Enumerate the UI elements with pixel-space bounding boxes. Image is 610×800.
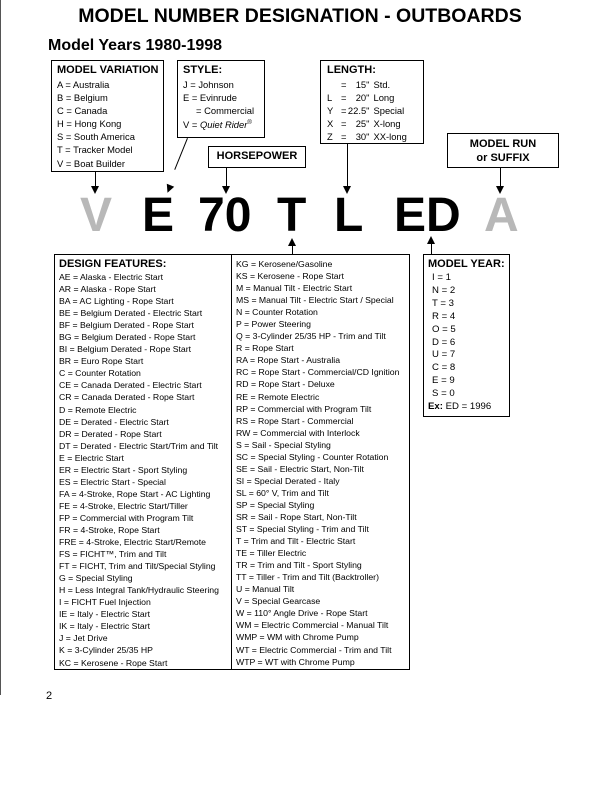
length-name: Special xyxy=(373,105,405,117)
model-year-item: C = 8 xyxy=(432,362,456,374)
length-size: 15" xyxy=(355,79,370,90)
feature-item: KS = Kerosene - Rope Start xyxy=(236,271,344,282)
feature-item: J = Jet Drive xyxy=(59,633,108,644)
feature-item: FT = FICHT, Trim and Tilt/Special Styling xyxy=(59,561,216,572)
model-year-heading: MODEL YEAR: xyxy=(428,258,505,270)
style-item: J = Johnson xyxy=(183,79,234,90)
length-heading: LENGTH: xyxy=(327,64,376,76)
feature-item: W = 110° Angle Drive - Rope Start xyxy=(236,608,368,619)
model-run-heading-line2: or SUFFIX xyxy=(476,152,530,164)
feature-item: RP = Commercial with Program Tilt xyxy=(236,403,372,414)
code-variation-letter: V xyxy=(80,189,113,242)
design-features-box-right xyxy=(231,254,410,670)
model-year-item: D = 6 xyxy=(432,336,456,348)
model-year-item: I = 1 xyxy=(432,272,451,283)
feature-item: BR = Euro Rope Start xyxy=(59,356,144,367)
style-item-quiet-rider xyxy=(183,117,259,131)
model-year-item: N = 2 xyxy=(432,284,456,296)
model-run-box xyxy=(447,133,559,168)
length-name: Std. xyxy=(373,79,391,90)
length-size: 30" xyxy=(355,131,370,143)
feature-item: R = Rope Start xyxy=(236,343,294,354)
model-year-list xyxy=(428,272,505,401)
feature-item: WMP = WM with Chrome Pump xyxy=(236,632,359,643)
feature-item: P = Power Steering xyxy=(236,319,311,330)
feature-item: CE = Canada Derated - Electric Start xyxy=(59,380,202,391)
model-variation-item: T = Tracker Model xyxy=(57,144,133,156)
feature-item: SC = Special Styling - Counter Rotation xyxy=(236,451,389,462)
model-run-heading-line1: MODEL RUN xyxy=(469,138,537,150)
code-run-letter: A xyxy=(484,189,519,242)
horsepower-box xyxy=(208,146,306,168)
style-box xyxy=(177,60,265,138)
feature-item: TT = Tiller - Trim and Tilt (Backtroller) xyxy=(236,572,379,583)
model-year-example-text: ED = 1996 xyxy=(442,401,492,413)
feature-item: DE = Derated - Electric Start xyxy=(59,416,169,427)
length-name: X-long xyxy=(373,118,401,130)
style-item: = Commercial xyxy=(196,105,255,117)
feature-item: RC = Rope Start - Commercial/CD Ignition xyxy=(236,367,400,378)
length-row xyxy=(327,104,417,117)
feature-item: KC = Kerosene - Rope Start xyxy=(59,657,168,668)
feature-item: U = Manual Tilt xyxy=(236,584,295,595)
length-row xyxy=(327,117,417,130)
feature-item: G = Special Styling xyxy=(59,573,133,584)
feature-item: WTP = WT with Chrome Pump xyxy=(236,656,355,667)
design-features-list-left xyxy=(59,271,227,669)
model-year-item: R = 4 xyxy=(432,310,456,322)
length-row xyxy=(327,78,417,91)
feature-item: RS = Rope Start - Commercial xyxy=(236,415,354,426)
length-size: 22.5" xyxy=(347,105,370,117)
length-eq: = xyxy=(341,92,347,104)
feature-item: D = Remote Electric xyxy=(59,404,137,415)
length-code: L xyxy=(327,92,333,104)
model-variation-heading: MODEL VARIATION xyxy=(57,64,159,76)
length-row xyxy=(327,130,417,143)
feature-item: WM = Electric Commercial - Manual Tilt xyxy=(236,620,389,631)
model-variation-item: B = Belgium xyxy=(57,92,108,104)
model-variation-item: H = Hong Kong xyxy=(57,118,122,130)
length-eq: = xyxy=(341,131,347,143)
feature-item: TR = Trim and Tilt - Sport Styling xyxy=(236,560,362,571)
length-eq: = xyxy=(341,105,347,117)
feature-item: T = Trim and Tilt - Electric Start xyxy=(236,536,356,547)
feature-item: FR = 4-Stroke, Rope Start xyxy=(59,524,160,535)
code-style-letter: E xyxy=(142,189,175,242)
connector-line xyxy=(226,168,227,186)
style-quiet-prefix: V = xyxy=(183,119,200,131)
feature-item: CR = Canada Derated - Rope Start xyxy=(59,392,195,403)
model-year-item: O = 5 xyxy=(432,323,456,335)
registered-mark: ® xyxy=(247,120,252,127)
feature-item: SR = Sail - Rope Start, Non-Tilt xyxy=(236,511,357,522)
feature-item: KG = Kerosene/Gasoline xyxy=(236,259,333,269)
feature-item: C = Counter Rotation xyxy=(59,368,141,379)
feature-item: V = Special Gearcase xyxy=(236,596,321,607)
feature-item: ER = Electric Start - Sport Styling xyxy=(59,464,188,475)
style-item: E = Evinrude xyxy=(183,92,237,104)
length-code: Z xyxy=(327,131,333,143)
feature-item: BE = Belgium Derated - Electric Start xyxy=(59,308,203,319)
feature-item: I = FICHT Fuel Injection xyxy=(59,597,151,608)
horsepower-heading: HORSEPOWER xyxy=(216,150,298,162)
feature-item: K = 3-Cylinder 25/35 HP xyxy=(59,645,153,656)
feature-item: SE = Sail - Electric Start, Non-Tilt xyxy=(236,463,364,474)
feature-item: BG = Belgium Derated - Rope Start xyxy=(59,332,196,343)
style-heading: STYLE: xyxy=(183,64,223,76)
length-code xyxy=(327,78,341,91)
feature-item: RE = Remote Electric xyxy=(236,391,320,402)
page-left-rule xyxy=(0,0,1,695)
feature-item: RD = Rope Start - Deluxe xyxy=(236,379,335,390)
model-year-item: E = 9 xyxy=(432,375,455,387)
length-eq: = xyxy=(341,118,347,130)
code-length-letter: L xyxy=(334,189,364,242)
style-quiet-name: Quiet Rider xyxy=(199,119,248,131)
design-features-heading: DESIGN FEATURES: xyxy=(59,258,167,270)
model-year-box xyxy=(423,254,510,417)
length-code: X xyxy=(327,118,334,130)
model-variation-item: V = Boat Builder xyxy=(57,157,126,169)
page-title: MODEL NUMBER DESIGNATION - OUTBOARDS xyxy=(78,5,522,27)
page-number: 2 xyxy=(46,690,53,702)
length-box xyxy=(320,60,424,144)
feature-item: AR = Alaska - Rope Start xyxy=(59,284,156,295)
connector-line xyxy=(174,138,188,170)
feature-item: M = Manual Tilt - Electric Start xyxy=(236,283,353,294)
feature-item: FRE = 4-Stroke, Electric Start/Remote xyxy=(59,537,207,548)
length-name: Long xyxy=(373,92,395,104)
feature-item: TE = Tiller Electric xyxy=(236,548,307,559)
design-features-box-left xyxy=(54,254,232,670)
model-variation-box xyxy=(51,60,164,172)
code-year-letters: ED xyxy=(394,189,461,242)
feature-item: DT = Derated - Electric Start/Trim and Tilt xyxy=(59,440,219,451)
feature-item: AE = Alaska - Electric Start xyxy=(59,272,164,282)
model-year-example-prefix: Ex: xyxy=(428,401,443,413)
feature-item: IE = Italy - Electric Start xyxy=(59,609,151,620)
feature-item: DR = Derated - Rope Start xyxy=(59,428,162,439)
feature-item: ST = Special Styling - Trim and Tilt xyxy=(236,524,369,535)
feature-item: RW = Commercial with Interlock xyxy=(236,427,360,438)
feature-item: SL = 60° V, Trim and Tilt xyxy=(236,487,329,498)
model-year-example xyxy=(428,401,505,414)
feature-item: ES = Electric Start - Special xyxy=(59,476,166,487)
model-variation-item: S = South America xyxy=(57,131,135,143)
feature-item: E = Electric Start xyxy=(59,452,124,463)
connector-line xyxy=(347,144,348,186)
page-subtitle: Model Years 1980-1998 xyxy=(48,37,223,54)
model-year-item: U = 7 xyxy=(432,349,456,361)
feature-item: SI = Special Derated - Italy xyxy=(236,475,340,486)
feature-item: BF = Belgium Derated - Rope Start xyxy=(59,320,194,331)
feature-item: FP = Commercial with Program Tilt xyxy=(59,512,194,523)
model-year-item: T = 3 xyxy=(432,297,454,309)
feature-item: H = Less Integral Tank/Hydraulic Steering xyxy=(59,585,219,596)
feature-item: Q = 3-Cylinder 25/35 HP - Trim and Tilt xyxy=(236,331,386,342)
length-name: XX-long xyxy=(373,131,407,143)
feature-item: S = Sail - Special Styling xyxy=(236,439,331,450)
length-size: 25" xyxy=(355,118,370,130)
feature-item: IK = Italy - Electric Start xyxy=(59,621,151,632)
feature-item: SP = Special Styling xyxy=(236,499,315,510)
model-variation-item: C = Canada xyxy=(57,105,108,117)
feature-item: FS = FICHT™, Trim and Tilt xyxy=(59,549,167,560)
model-variation-item: A = Australia xyxy=(57,79,110,90)
model-year-item: S = 0 xyxy=(432,388,455,400)
feature-item: N = Counter Rotation xyxy=(236,307,318,318)
code-features-letter: T xyxy=(277,189,307,242)
feature-item: FE = 4-Stroke, Electric Start/Tiller xyxy=(59,500,188,511)
connector-line xyxy=(292,246,293,254)
length-row xyxy=(327,91,417,104)
feature-item: WT = Electric Commercial - Trim and Tilt xyxy=(236,644,392,655)
connector-line xyxy=(500,168,501,186)
code-horsepower-number: 70 xyxy=(198,189,252,242)
feature-item: RA = Rope Start - Australia xyxy=(236,355,341,366)
feature-item: BI = Belgium Derated - Rope Start xyxy=(59,344,192,355)
length-code: Y xyxy=(327,105,334,117)
design-features-list-right xyxy=(236,258,405,668)
length-size: 20" xyxy=(355,92,370,104)
length-eq: = xyxy=(341,79,347,90)
feature-item: MS = Manual Tilt - Electric Start / Special xyxy=(236,295,394,306)
feature-item: BA = AC Lighting - Rope Start xyxy=(59,296,174,307)
feature-item: FA = 4-Stroke, Rope Start - AC Lighting xyxy=(59,488,211,499)
